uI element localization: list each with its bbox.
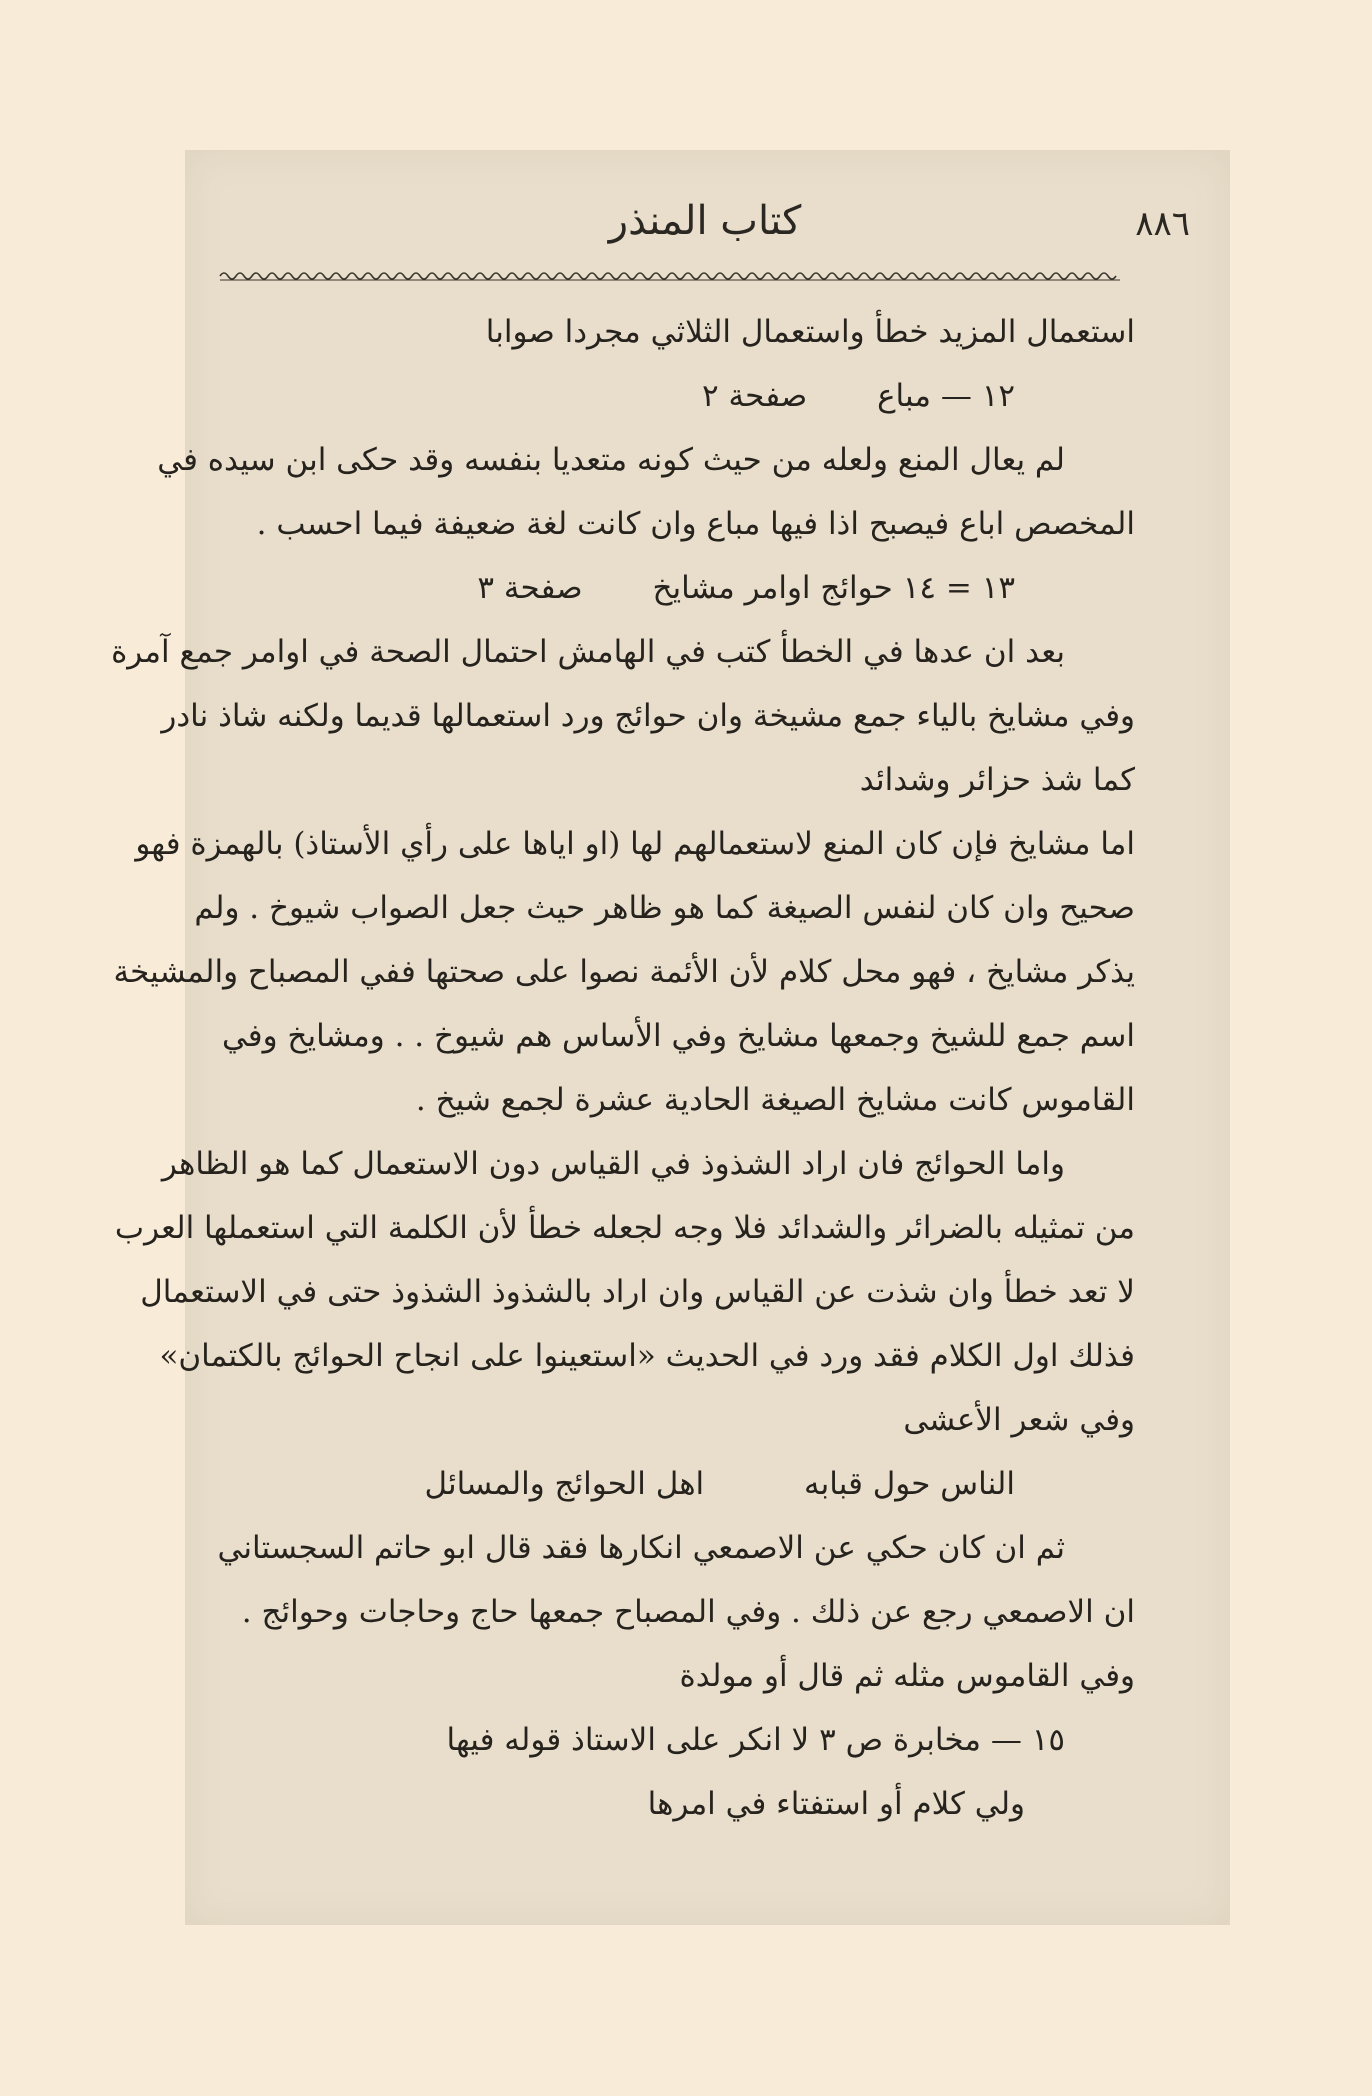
verse-first-hemistich: الناس حول قبابه <box>804 1466 1015 1502</box>
verse-second-hemistich: اهل الحوائج والمسائل <box>424 1466 705 1502</box>
entry-number: ١٣ = ١٤ <box>902 570 1015 606</box>
text-line: ان الاصمعي رجع عن ذلك . وفي المصباح جمعها حاج وحاجات وحوائج . <box>241 1594 1135 1630</box>
text-line: يذكر مشايخ ، فهو محل كلام لأن الأئمة نصوا على صحتها ففي المصباح والمشيخة <box>113 954 1135 990</box>
entry-heading-13 <box>225 556 1135 620</box>
text-line: وفي القاموس مثله ثم قال أو مولدة <box>679 1658 1135 1694</box>
text-line: وفي مشايخ بالياء جمع مشيخة وان حوائج ورد استعمالها قديما ولكنه شاذ نادر <box>161 698 1135 734</box>
text-line: من تمثيله بالضرائر والشدائد فلا وجه لجعله خطأ لأن الكلمة التي استعملها العرب <box>114 1210 1135 1246</box>
entry-heading-12 <box>225 364 1135 428</box>
text-line: اسم جمع للشيخ وجمعها مشايخ وفي الأساس هم شيوخ . . ومشايخ وفي <box>221 1018 1135 1054</box>
entry-word: مباع <box>877 378 931 414</box>
text-line: صحيح وان كان لنفس الصيغة كما هو ظاهر حيث جعل الصواب شيوخ . ولم <box>194 890 1135 926</box>
text-line: ولي كلام أو استفتاء في امرها <box>647 1786 1025 1822</box>
entry-words: حوائج اوامر مشايخ <box>652 570 893 606</box>
text-line: فذلك اول الكلام فقد ورد في الحديث «استعينوا على انجاح الحوائج بالكتمان» <box>159 1338 1135 1374</box>
entry-number: ١٢ — <box>940 378 1015 414</box>
text-line: بعد ان عدها في الخطأ كتب في الهامش احتمال الصحة في اوامر جمع آمرة <box>111 634 1065 670</box>
text-line: كما شذ حزائر وشدائد <box>859 762 1135 798</box>
text-line: ١٥ — مخابرة ص ٣ لا انكر على الاستاذ قوله فيها <box>446 1722 1065 1758</box>
book-page <box>111 150 1230 1925</box>
entry-page-ref: صفحة ٣ <box>477 570 583 606</box>
text-line: ثم ان كان حكي عن الاصمعي انكارها فقد قال ابو حاتم السجستاني <box>217 1530 1065 1566</box>
text-line: المخصص اباع فيصبح اذا فيها مباع وان كانت لغة ضعيفة فيما احسب . <box>256 506 1135 542</box>
text-line: لا تعد خطأ وان شذت عن القياس وان اراد بالشذوذ الشذوذ حتى في الاستعمال <box>140 1274 1135 1310</box>
entry-page-ref: صفحة ٢ <box>702 378 808 414</box>
text-line: وفي شعر الأعشى <box>903 1402 1135 1438</box>
text-line: اما مشايخ فإن كان المنع لاستعمالهم لها (او اياها على رأي الأستاذ) بالهمزة فهو <box>135 826 1135 862</box>
page-number: ٨٨٦ <box>1135 204 1190 244</box>
text-line: واما الحوائج فان اراد الشذوذ في القياس دون الاستعمال كما هو الظاهر <box>161 1146 1065 1182</box>
text-line: استعمال المزيد خطأ واستعمال الثلاثي مجردا صوابا <box>485 314 1135 350</box>
poem-verse <box>225 1452 1135 1516</box>
text-line: القاموس كانت مشايخ الصيغة الحادية عشرة لجمع شيخ . <box>415 1082 1135 1118</box>
wavy-divider <box>220 268 1120 284</box>
page-header <box>220 198 1190 258</box>
page-body <box>111 300 1135 1836</box>
book-title: كتاب المنذر <box>608 198 802 244</box>
text-line: لم يعال المنع ولعله من حيث كونه متعديا بنفسه وقد حكى ابن سيده في <box>157 442 1065 478</box>
